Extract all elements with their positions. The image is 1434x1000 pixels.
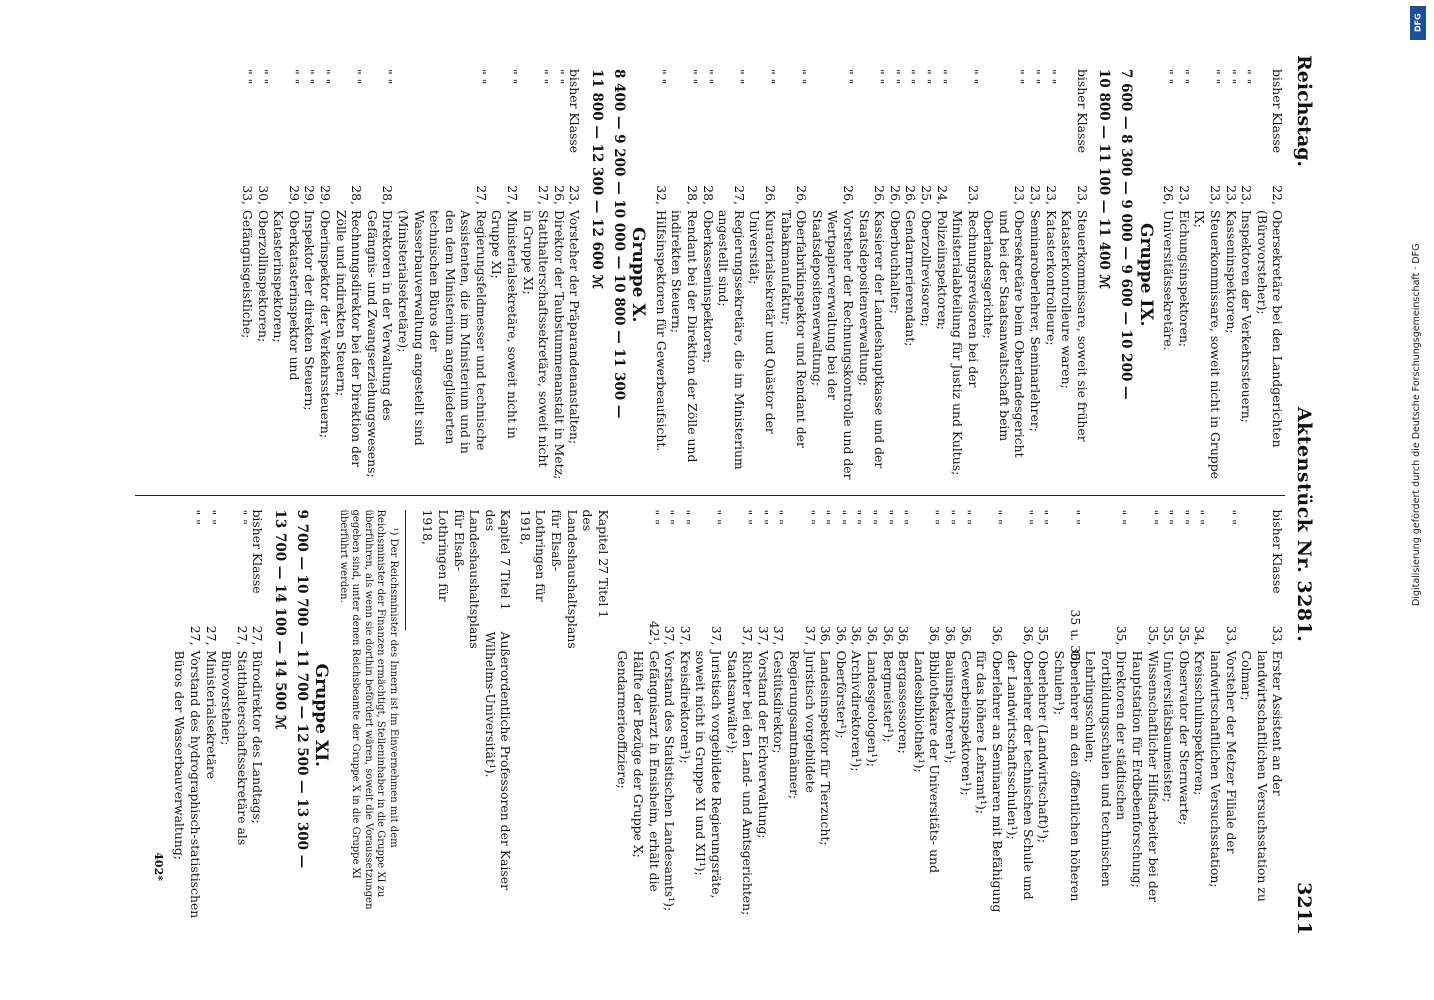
list-item xyxy=(1254,69,1285,481)
list-item xyxy=(203,510,219,922)
list-item xyxy=(567,69,583,481)
entry-pre: " " xyxy=(755,509,771,525)
entry-num: 36, xyxy=(880,625,896,646)
entry-txt: Steuerkommissare, soweit nicht in Gruppe IX; xyxy=(1192,210,1224,480)
list-item xyxy=(1036,510,1052,922)
entry-pre: " " xyxy=(880,509,896,525)
entry-num: 27, xyxy=(473,185,489,205)
gendarmerie-text: Gendarmerieoffiziere; xyxy=(615,650,631,789)
entry-num: 23, xyxy=(1223,185,1239,205)
entry-pre: " " xyxy=(1239,69,1255,85)
entry-pre: bisher Klasse xyxy=(567,69,583,154)
entry-num: 37, xyxy=(802,625,818,646)
entry-txt: Oberfabrikinspektor und Rendant der Tabakmanufaktur; xyxy=(778,210,810,448)
right-column xyxy=(135,495,1285,936)
list-item xyxy=(239,69,255,481)
list-item xyxy=(255,69,271,481)
entry-num: 28, xyxy=(685,185,701,205)
entry-pre: " " xyxy=(646,509,662,525)
entry-pre: bisher Klasse xyxy=(250,509,266,594)
list-item xyxy=(1005,510,1036,922)
list-item xyxy=(1223,69,1239,481)
list-item xyxy=(520,69,551,481)
entry-num: 26, xyxy=(903,185,919,205)
entry-num: 28, xyxy=(700,185,716,205)
entry-pre: " " xyxy=(1145,509,1161,525)
entry-pre: " " xyxy=(849,509,865,525)
entry-num: 37, xyxy=(662,625,678,646)
list-item xyxy=(896,510,912,922)
list-item xyxy=(669,69,700,481)
entry-pre: " " xyxy=(255,69,271,85)
entry-num: 27, xyxy=(536,185,552,205)
list-item xyxy=(809,69,856,481)
entry-pre: " " xyxy=(958,509,974,525)
entry-txt: Obersekretäre beim Oberlandesgericht und bei der Staatsanwaltschaft beim Oberlandesgerichte; xyxy=(981,210,1028,458)
list-item xyxy=(833,510,849,922)
entry-txt: Oberlehrer (Landwirtschaft)¹); xyxy=(1036,650,1052,844)
list-item xyxy=(724,510,755,922)
group-ix-salary-1: 7 600 — 8 300 — 9 000 — 9 600 — 10 200 — xyxy=(1118,69,1135,400)
entry-pre: " " xyxy=(709,509,725,525)
entry-txt: Universitätsbaumeister; xyxy=(1161,650,1177,803)
entry-txt: Regierungssekretäre, die im Ministerium angestellt sind; xyxy=(716,210,747,470)
list-item xyxy=(317,69,333,481)
entry-txt: Inspektoren der Verkehrssteuern; xyxy=(1239,210,1255,423)
entry-pre: " " xyxy=(1020,509,1036,525)
entry-pre: " " xyxy=(505,69,521,85)
group-xi-salary-2: 13 700 — 14 100 — 14 500 ℳ xyxy=(272,509,289,730)
entry-txt: Ministerialsekretäre xyxy=(203,650,219,780)
digitization-credit: Digitalisierung gefördert durch die Deutsche Forschungsgemeinschaft · DFG xyxy=(1411,243,1422,606)
list-item xyxy=(653,69,669,481)
list-item xyxy=(219,510,250,922)
entry-pre: " " xyxy=(536,69,552,85)
entry-pre: " " xyxy=(840,69,856,85)
list-item xyxy=(395,69,489,481)
entry-txt: Vorstand der Eichverwaltung; xyxy=(755,650,771,839)
entry-pre: " " xyxy=(794,69,810,85)
list-item xyxy=(880,510,896,922)
list-item xyxy=(172,510,203,922)
entry-txt: Vorstand des hydrographisch-statistischen Büros der Wasserbauverwaltung; xyxy=(172,650,204,919)
list-item xyxy=(818,510,834,922)
entry-num: 35, xyxy=(1145,625,1161,646)
entry-txt: Rendant bei der Direktion der Zölle und indirekten Steuern; xyxy=(669,210,701,463)
entry-num: 34, xyxy=(1192,625,1208,646)
group-x-salary-1: 8 400 — 9 200 — 10 000 — 10 800 — 11 300 — xyxy=(610,69,627,419)
entry-pre: " " xyxy=(1114,509,1130,525)
list-item xyxy=(1239,510,1286,922)
entry-txt: Eichungsinspektoren; xyxy=(1176,210,1192,348)
entry-num: 35, xyxy=(1161,625,1177,646)
entry-num: 25, xyxy=(918,185,934,205)
entry-pre: " " xyxy=(927,509,943,525)
group-ix-salary-2: 10 800 — 11 100 — 11 400 ℳ xyxy=(1096,69,1113,289)
entry-txt: Regierungsfeldmesser und technische Assistenten, die im Ministerium und in den dem Ministerium angegliederten technischen Büros der Wasserbauverwaltung angestellt sind (Ministerialsekretäre); xyxy=(395,210,489,454)
entry-txt: Observator der Sternwarte; xyxy=(1176,650,1192,826)
entry-pre: " " xyxy=(731,69,747,85)
entry-num: 24, xyxy=(934,185,950,205)
entry-num: 36, xyxy=(896,625,912,646)
entry-pre: " " xyxy=(1223,69,1239,85)
entry-pre: " " xyxy=(286,69,302,85)
entry-pre: " " xyxy=(473,69,489,85)
entry-txt: Kassierer der Landeshauptkasse und der Staatsdepositenverwaltung; xyxy=(856,210,888,469)
entry-num: 26, xyxy=(1161,185,1177,205)
entry-txt: Steuerkommissare, soweit sie früher Katasterkontrolleure waren; xyxy=(1059,210,1090,442)
entry-num: 33, xyxy=(240,185,255,205)
footnote-divider xyxy=(405,510,406,630)
entry-txt: Inspektor der direkten Steuern; xyxy=(302,210,318,411)
entry-num: 32, xyxy=(653,185,669,205)
page-header xyxy=(1293,55,1315,935)
entry-txt: Polizeiinspektoren; xyxy=(934,210,950,330)
list-item xyxy=(1083,510,1130,922)
group-xi-title: Gruppe XI. xyxy=(311,663,332,767)
list-item xyxy=(918,69,934,481)
list-item xyxy=(864,510,880,922)
entry-num: 35, xyxy=(1036,625,1052,646)
list-item xyxy=(700,69,716,481)
entry-txt: Juristisch vorgebildete Regierungsamtmänner; xyxy=(787,650,818,800)
entry-pre: " " xyxy=(864,509,880,525)
entry-num: 35 u. 36, xyxy=(1067,609,1083,665)
entry-pre: " " xyxy=(1192,509,1208,525)
entry-txt: Vorsteher der Präparandenanstalten; xyxy=(567,210,583,445)
entry-num: 37, xyxy=(771,625,787,646)
list-item xyxy=(333,69,364,481)
list-item xyxy=(942,510,958,922)
entry-num: 26, xyxy=(887,185,903,205)
entry-num: 27, xyxy=(731,185,747,205)
entry-pre: " " xyxy=(918,69,934,85)
entry-pre: " " xyxy=(903,69,919,85)
entry-txt: Erster Assistent an der landwirtschaftlichen Versuchsstation zu Colmar; xyxy=(1239,650,1286,902)
entry-pre: " " xyxy=(887,69,903,85)
list-item xyxy=(903,69,919,481)
page-number: 3211 xyxy=(1293,882,1315,935)
entry-pre: " " xyxy=(833,509,849,525)
entry-num: 29, xyxy=(302,185,318,205)
entry-num: 27, xyxy=(250,625,266,646)
entry-num: 30, xyxy=(255,185,271,205)
header-title: Aktenstück Nr. 3281. xyxy=(1293,406,1315,643)
entry-num: 36, xyxy=(833,625,849,646)
entry-num: 26, xyxy=(763,185,778,205)
entry-pre: " " xyxy=(188,509,204,525)
entry-txt: Oberkasseninspektoren; xyxy=(700,210,716,364)
kapitel-ref: Kapitel 7 Titel 1 des Landeshaushaltsplans für Elsaß-Lothringen für 1918, xyxy=(420,509,514,649)
list-item xyxy=(778,69,809,481)
entry-num: 36, xyxy=(989,625,1005,646)
entry-num: 29, xyxy=(317,185,333,205)
entry-num: 23, xyxy=(965,185,981,205)
entry-pre: " " xyxy=(965,69,981,85)
list-item xyxy=(1043,69,1059,481)
list-item xyxy=(911,510,942,922)
entry-pre: " " xyxy=(1043,69,1059,85)
list-item xyxy=(662,510,678,922)
list-item xyxy=(1052,510,1083,922)
entry-txt: Statthalterschaftssekretäre als Bürovorsteher; xyxy=(219,650,250,846)
entry-num: 26, xyxy=(840,185,856,205)
entry-pre: " " xyxy=(818,509,834,525)
entry-num: 23, xyxy=(1208,185,1224,205)
entry-num: 23, xyxy=(567,185,583,205)
entry-pre: " " xyxy=(240,69,255,85)
entry-txt: Bibliothekare der Universitäts- und Landesbibliothek¹); xyxy=(911,650,943,874)
entry-pre: " " xyxy=(700,69,716,85)
list-item xyxy=(364,69,395,481)
kapitel-entry-2 xyxy=(420,510,514,922)
list-item xyxy=(981,69,1028,481)
list-item xyxy=(974,510,1005,922)
entry-num: 33, xyxy=(1270,625,1286,646)
list-item xyxy=(1059,69,1090,481)
entry-pre: " " xyxy=(989,509,1005,525)
entry-txt: Oberkatasterinspektor und Katasterinspektoren; xyxy=(271,210,302,381)
entry-pre: " " xyxy=(942,509,958,525)
entry-txt: Landesinspektor für Tierzucht; xyxy=(818,650,834,846)
entry-num: 37, xyxy=(709,625,725,646)
document-page xyxy=(65,15,1325,975)
footnote: ¹) Der Reichsminister des Innern ist im Einvernehmen mit dem Reichsminister der Finanzen ermächtigt, Stelleninhaber in die Gruppe XI zu überführen, als wenn sie dorthin befördert wären, soweit die Voraussetzungen gegeben sind, unter denen Reichsbeamte der Gruppe X in die Gruppe XI überführt werden. xyxy=(337,509,399,910)
entry-pre: " " xyxy=(380,69,396,85)
entry-num: 28, xyxy=(349,185,365,205)
entry-txt: Richter bei den Land- und Amtsgerichten; Staatsanwälte¹); xyxy=(724,650,756,916)
list-item xyxy=(615,510,631,922)
entry-pre: " " xyxy=(349,69,365,85)
list-item xyxy=(950,69,981,481)
entry-pre: " " xyxy=(1028,69,1044,85)
entry-txt: Rechnungsdirektor bei der Direktion der Zölle und indirekten Steuern; xyxy=(333,210,365,468)
list-item xyxy=(786,510,817,922)
entry-num: 37, xyxy=(740,625,756,646)
entry-pre: " " xyxy=(1176,509,1192,525)
list-item xyxy=(1161,69,1177,481)
list-item xyxy=(1028,69,1044,481)
group-x-salary-2: 11 800 — 12 300 — 12 600 ℳ xyxy=(589,69,606,289)
entry-num: 36, xyxy=(927,625,943,646)
entry-txt: Obersekretäre bei den Landgerichten (Bürovorsteher); xyxy=(1254,210,1286,448)
entry-num: 36, xyxy=(958,625,974,646)
group-x-title: Gruppe X. xyxy=(628,227,649,323)
entry-txt: Rechnungsrevisoren bei der Ministerialabteilung für Justiz und Kultus; xyxy=(950,210,981,476)
entry-pre: " " xyxy=(896,509,912,525)
list-item xyxy=(856,69,887,481)
list-item xyxy=(250,510,266,922)
entry-txt: Oberlehrer an Seminaren mit Befähigung für das höhere Lehramt¹); xyxy=(974,650,1005,913)
entry-pre: " " xyxy=(763,69,778,85)
entry-pre: bisher Klasse xyxy=(1074,69,1090,154)
entry-pre: " " xyxy=(1223,509,1239,525)
list-item xyxy=(716,69,747,481)
entry-txt: Oberbuchhalter; xyxy=(887,210,903,314)
entry-txt: Archivdirektoren¹); xyxy=(849,650,865,772)
entry-num: 23, xyxy=(1074,185,1090,205)
entry-num: 28, xyxy=(380,185,396,205)
entry-pre: " " xyxy=(234,509,250,525)
entry-pre: " " xyxy=(1176,69,1192,85)
entry-num: 27, xyxy=(234,625,250,646)
entry-txt: Statthalterschaftssekretäre, soweit nicht in Gruppe XI; xyxy=(520,210,552,468)
list-item xyxy=(630,510,661,922)
kapitel-ref: Kapitel 27 Titel 1 des Landeshaushaltsplans für Elsaß-Lothringen für 1918, xyxy=(517,509,611,649)
entry-pre: " " xyxy=(662,509,678,525)
entry-txt: Gendarmerierendant; xyxy=(903,210,919,347)
dfg-logo: DFG xyxy=(1410,6,1426,40)
entry-pre: " " xyxy=(1161,69,1177,85)
list-item xyxy=(1176,510,1192,922)
entry-txt: Gefängnisarzt in Ensisheim, erhält die Hälfte der Bezüge der Gruppe X; xyxy=(631,650,662,892)
list-item xyxy=(693,510,724,922)
entry-txt: Oberförster¹); xyxy=(833,650,849,739)
entry-num: 27, xyxy=(505,185,521,205)
kapitel-text xyxy=(517,632,611,922)
entry-pre: " " xyxy=(203,509,219,525)
entry-pre: " " xyxy=(740,509,756,525)
entry-pre: bisher Klasse xyxy=(1270,509,1286,594)
entry-pre: bisher Klasse xyxy=(1270,69,1286,154)
entry-num: 23, xyxy=(1239,185,1255,205)
list-item xyxy=(1192,69,1223,481)
list-item xyxy=(887,69,903,481)
entry-txt: Kasseninspektoren; xyxy=(1223,210,1239,334)
entry-txt: Ministerialsekretäre, soweit nicht in Gruppe XI; xyxy=(489,210,521,439)
entry-txt: Seminaroberlehrer, Seminarlehrer; xyxy=(1028,210,1044,432)
list-item xyxy=(1176,69,1192,481)
kapitel-entry-1 xyxy=(517,510,611,922)
entry-num: 26, xyxy=(872,185,888,205)
entry-pre: " " xyxy=(872,69,888,85)
list-item xyxy=(1239,69,1255,481)
entry-txt: Vorstand des Statistischen Landesamts¹); xyxy=(662,650,678,912)
header-left: Reichstag. xyxy=(1293,55,1315,168)
entry-txt: Bergmeister¹); xyxy=(880,650,896,743)
list-item xyxy=(271,69,302,481)
entry-txt: Direktoren der städtischen Fortbildungsschulen und technischen Lehrlingsschulen; xyxy=(1083,650,1130,887)
entry-num: 23, xyxy=(1028,185,1044,205)
entry-txt: Wissenschaftlicher Hilfsarbeiter bei der Hauptstation für Erdbebenforschung; xyxy=(1130,650,1161,903)
entry-txt: Oberlehrer der technischen Schule und der Landwirtschaftsschulen¹); xyxy=(1005,650,1036,900)
entry-txt: Universitätssekretäre. xyxy=(1161,210,1177,351)
entry-txt: Landesgeologen¹); xyxy=(864,650,880,768)
left-column xyxy=(135,55,1285,495)
entry-num: 36, xyxy=(942,625,958,646)
entry-pre: " " xyxy=(934,69,950,85)
entry-txt: Gefängnisgeistliche; xyxy=(240,210,255,339)
entry-num: 37, xyxy=(677,625,693,646)
entry-num: 22, xyxy=(1270,185,1286,205)
list-item xyxy=(1207,510,1238,922)
entry-pre: " " xyxy=(1208,69,1224,85)
entry-num: 42¹, xyxy=(646,620,662,646)
entry-txt: Gewerbeinspektoren¹); xyxy=(958,650,974,796)
list-item xyxy=(1192,510,1208,922)
entry-txt: Kreisdirektoren¹); xyxy=(677,650,693,764)
list-item xyxy=(1161,510,1177,922)
entry-txt: Oberinspektor der Verkehrssteuern; xyxy=(317,210,333,439)
entry-num: 26, xyxy=(794,185,810,205)
list-item xyxy=(551,69,567,481)
list-item xyxy=(849,510,865,922)
entry-txt: Gestütsdirektor; xyxy=(771,650,787,754)
entry-txt: Oberzollrevisoren; xyxy=(918,210,934,327)
entry-num: 29, xyxy=(286,185,302,205)
list-item xyxy=(771,510,787,922)
list-item xyxy=(1129,510,1160,922)
entry-txt: Juristisch vorgebildete Regierungsräte, soweit nicht in Gruppe XI und XII¹); xyxy=(693,650,725,899)
entry-num: 36, xyxy=(864,625,880,646)
entry-num: 27, xyxy=(203,625,219,646)
entry-txt: Katasterkontrolleure; xyxy=(1043,210,1059,346)
entry-num: 35, xyxy=(1114,625,1130,646)
list-item xyxy=(958,510,974,922)
entry-num: 37, xyxy=(755,625,771,646)
entry-num: 35, xyxy=(1176,625,1192,646)
list-item xyxy=(302,69,318,481)
entry-pre: " " xyxy=(653,69,669,85)
group-xi-salary-1: 9 700 — 10 700 — 11 700 — 12 500 — 13 300 — xyxy=(293,509,310,869)
entry-pre: " " xyxy=(551,69,567,85)
sheet-mark: 402* xyxy=(151,852,165,881)
entry-txt: Kreisschulinspektoren; xyxy=(1192,650,1208,796)
entry-txt: Direktoren in der Verwaltung des Gefängnis- und Zwangserziehungswesens; xyxy=(364,210,396,478)
entry-pre: " " xyxy=(1161,509,1177,525)
digitization-sidebar xyxy=(1408,6,1430,966)
entry-pre: " " xyxy=(302,69,318,85)
list-item xyxy=(934,69,950,481)
entry-txt: Bergassessoren; xyxy=(896,650,912,754)
entry-num: 33, xyxy=(1223,625,1239,646)
entry-txt: Vorsteher der Metzer Filiale der landwirtschaftlichen Versuchsstation; xyxy=(1208,650,1239,888)
entry-pre: " " xyxy=(685,69,701,85)
list-item xyxy=(677,510,693,922)
entry-txt: Oberzollinspektoren; xyxy=(255,210,271,343)
group-ix-title: Gruppe IX. xyxy=(1135,223,1156,327)
entry-pre: " " xyxy=(1012,69,1028,85)
entry-num: 36, xyxy=(818,625,834,646)
entry-txt: Oberlehrer an den öffentlichen höheren Schulen¹); xyxy=(1052,650,1083,902)
list-item xyxy=(489,69,520,481)
entry-num: 26, xyxy=(551,185,567,205)
entry-num: 36, xyxy=(849,625,865,646)
entry-txt: Hilfsinspektoren für Gewerbeaufsicht. xyxy=(653,210,669,452)
entry-num: 36, xyxy=(1020,625,1036,646)
entry-pre: " " xyxy=(1036,509,1052,525)
kapitel-text: Außerordentliche Professoren der Kaiser Wilhelms-Universität¹). xyxy=(482,631,514,891)
entry-num: 23, xyxy=(1012,185,1028,205)
entry-pre: " " xyxy=(677,509,693,525)
entry-txt: Bauinspektoren¹); xyxy=(942,650,958,764)
entry-pre: " " xyxy=(802,509,818,525)
list-item xyxy=(755,510,771,922)
entry-txt: Kuratorialsekretär und Quästor der Universität; xyxy=(747,210,778,434)
list-item xyxy=(747,69,778,481)
entry-num: 23, xyxy=(1043,185,1059,205)
entry-num: 23, xyxy=(1176,185,1192,205)
entry-num: 27, xyxy=(188,625,204,646)
entry-pre: " " xyxy=(317,69,333,85)
entry-txt: Direktor der Taubstummenanstalt in Metz; xyxy=(551,210,567,480)
entry-pre: " " xyxy=(771,509,787,525)
entry-txt: Bürodirektor des Landtags; xyxy=(250,650,266,824)
entry-pre: " " xyxy=(1067,509,1083,525)
entry-txt: Vorsteher der Rechnungskontrolle und der Wertpapierverwaltung bei der Staatsdepositenverwaltung; xyxy=(809,210,856,480)
